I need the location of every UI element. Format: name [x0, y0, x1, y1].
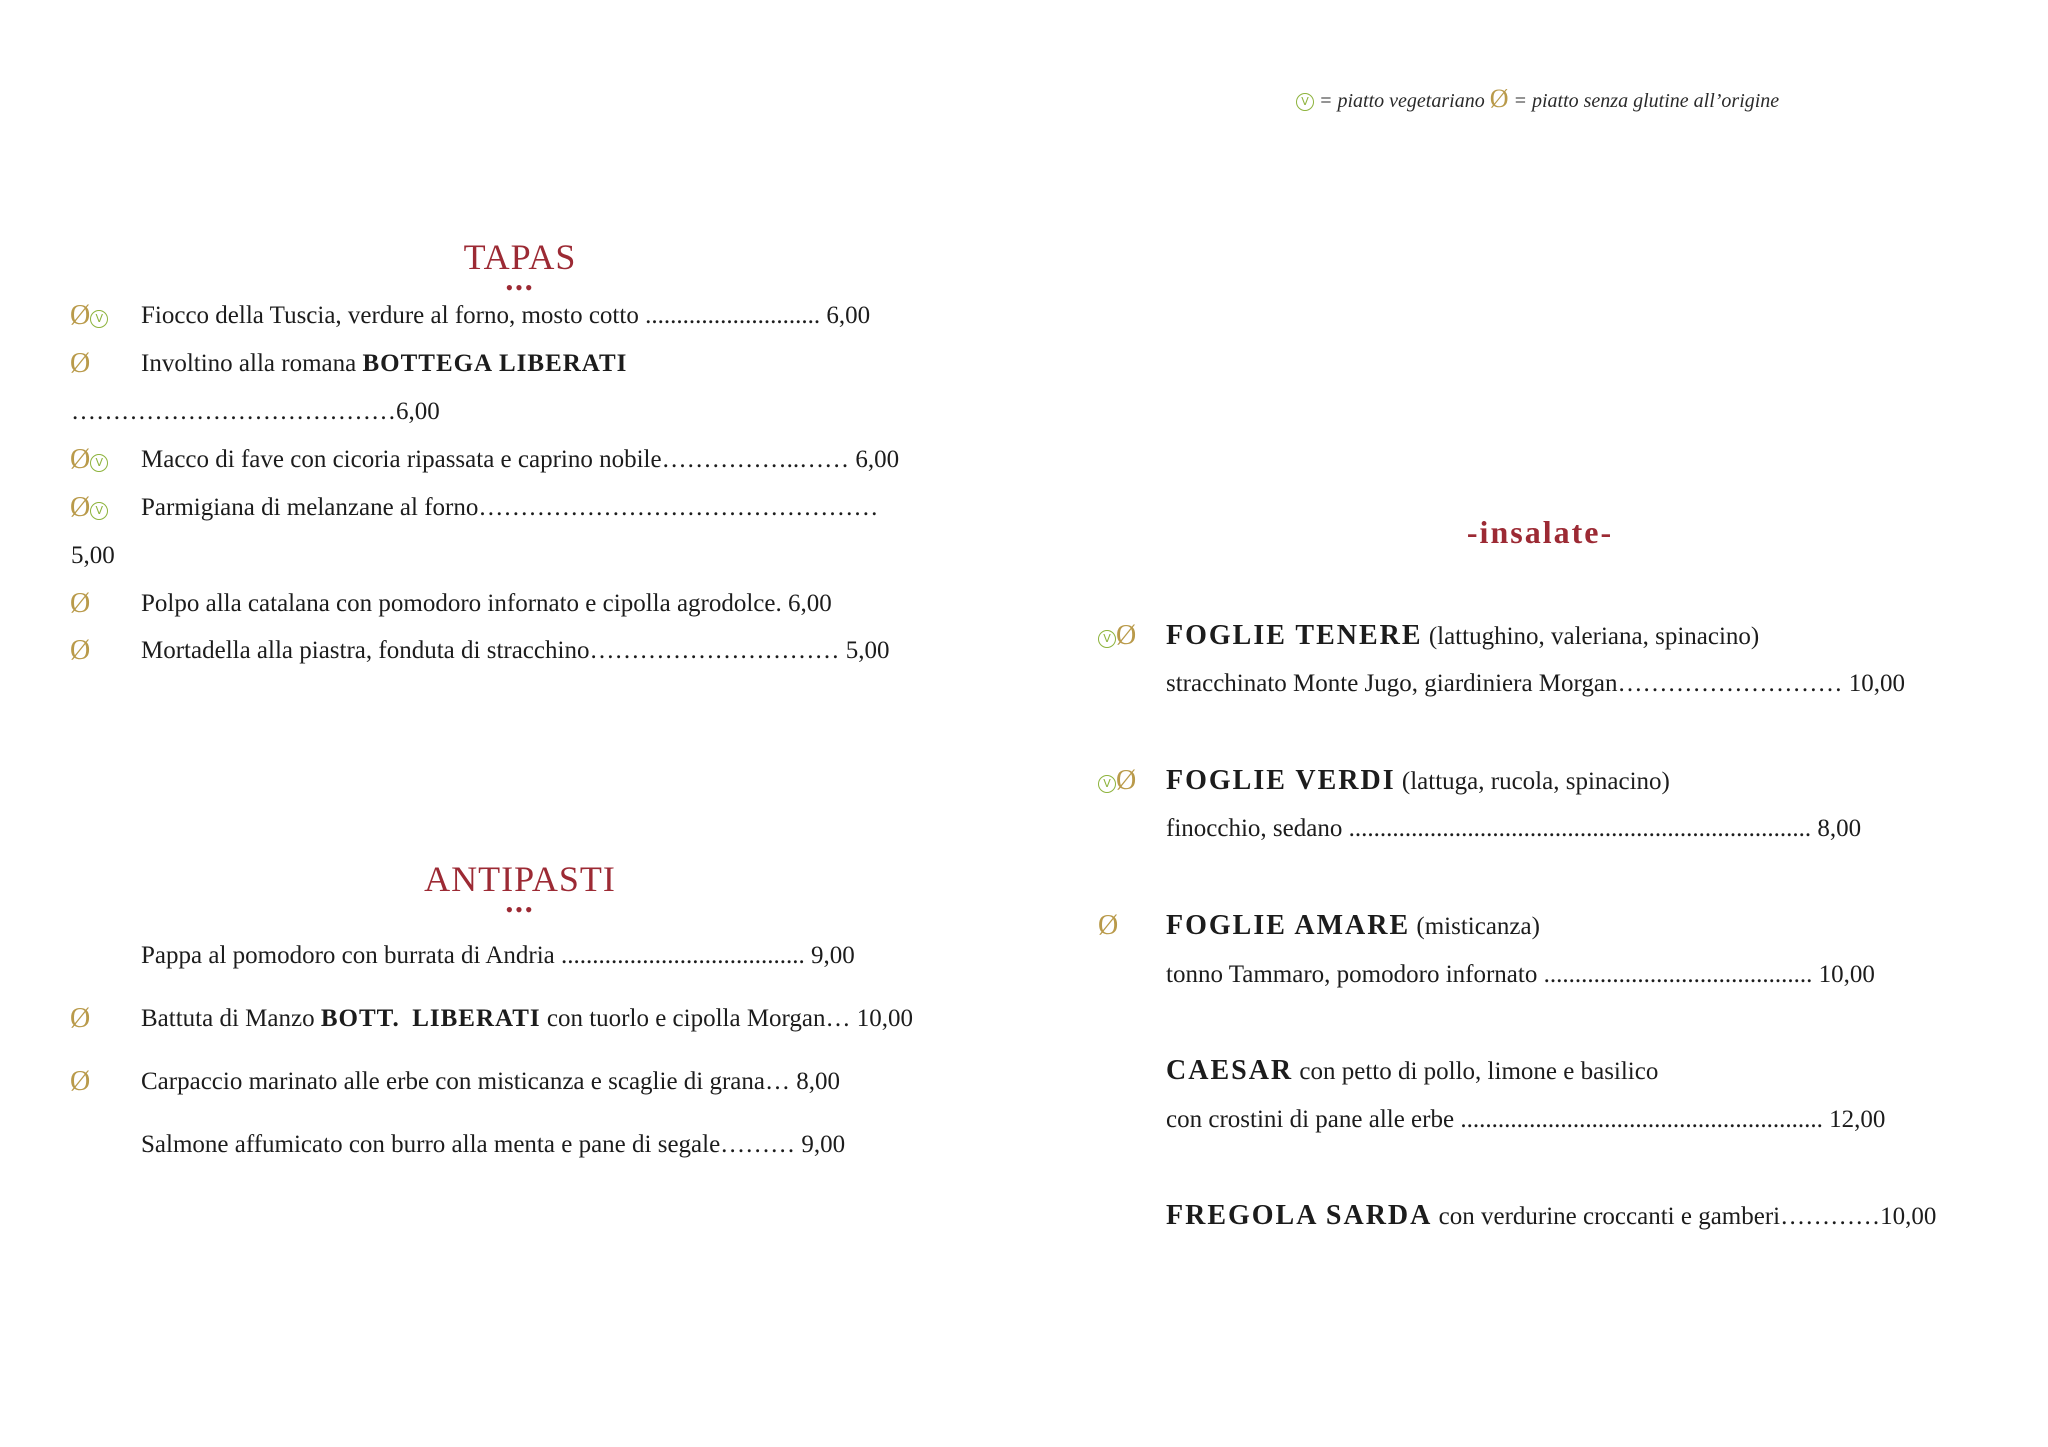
insalate-item-1-desc: (lattughino, valeriana, spinacino) — [1422, 623, 1760, 650]
insalate-item-5-name: FREGOLA SARDA — [1166, 1200, 1433, 1231]
legend — [1296, 84, 1779, 114]
tapas-icons-5 — [70, 588, 90, 620]
section-title-tapas: TAPAS — [463, 237, 577, 277]
brand-bott: BOTT. — [320, 1005, 400, 1032]
insalate-item-4-name: CAESAR — [1166, 1055, 1294, 1086]
tapas-item-6: Mortadella alla piastra, fonduta di stracchino………………………… 5,00 — [141, 637, 890, 664]
antipasti-item-2-pre: Battuta di Manzo — [141, 1005, 321, 1032]
vegetarian-icon: V — [1296, 93, 1314, 111]
insalate-icons-3 — [1098, 910, 1118, 942]
antipasti-icons-3 — [70, 1066, 90, 1098]
insalate-item-3-name: FOGLIE AMARE — [1166, 910, 1411, 941]
antipasti-icons-2 — [70, 1003, 90, 1035]
insalate-icons-2 — [1098, 765, 1136, 797]
legend-gf-label: = piatto senza glutine all’origine — [1513, 90, 1780, 112]
insalate-icons-1 — [1098, 620, 1136, 652]
brand-liberati: LIBERATI — [412, 1005, 541, 1032]
tapas-item-2-text: Involtino alla romana — [141, 350, 363, 377]
antipasti-item-4: Salmone affumicato con burro alla menta e pane di segale……… 9,00 — [141, 1131, 846, 1158]
insalate-item-3-desc: (misticanza) — [1410, 913, 1540, 940]
insalate-item-4 — [1166, 1055, 1658, 1087]
vegetarian-icon: V — [1098, 630, 1116, 648]
insalate-item-2-line2: finocchio, sedano .......................................................................... 8,00 — [1166, 815, 1862, 842]
vegetarian-icon: V — [1098, 775, 1116, 793]
gluten-free-icon: Ø — [1489, 84, 1509, 113]
legend-veg-label: = piatto vegetariano — [1319, 90, 1485, 112]
tapas-item-2 — [141, 350, 627, 378]
antipasti-item-2-post: con tuorlo e cipolla Morgan… 10,00 — [540, 1005, 914, 1032]
insalate-item-5 — [1166, 1200, 1936, 1232]
gluten-free-icon: Ø — [70, 444, 91, 475]
tapas-item-4-continuation: 5,00 — [71, 542, 115, 569]
insalate-item-4-desc: con petto di pollo, limone e basilico — [1293, 1058, 1659, 1085]
vegetarian-icon: V — [90, 454, 108, 472]
insalate-item-3-line2: tonno Tammaro, pomodoro infornato ........................................... 10,00 — [1166, 961, 1875, 988]
vegetarian-icon: V — [90, 310, 108, 328]
brand-bottega-liberati: BOTTEGA LIBERATI — [362, 350, 628, 377]
antipasti-item-2 — [141, 1005, 913, 1033]
gluten-free-icon: Ø — [70, 588, 91, 619]
gluten-free-icon: Ø — [70, 348, 91, 379]
insalate-item-3 — [1166, 910, 1540, 942]
section-title-insalate: -insalate- — [1466, 514, 1614, 550]
gluten-free-icon: Ø — [1098, 910, 1119, 941]
gluten-free-icon: Ø — [70, 635, 91, 666]
insalate-item-5-desc: con verdurine croccanti e gamberi…………10,00 — [1432, 1203, 1937, 1230]
antipasti-item-1: Pappa al pomodoro con burrata di Andria ....................................... 9,00 — [141, 942, 855, 969]
insalate-item-2-name: FOGLIE VERDI — [1166, 765, 1396, 796]
tapas-icons-3 — [70, 444, 108, 476]
insalate-item-4-line2: con crostini di pane alle erbe .......................................................... 12,00 — [1166, 1106, 1886, 1133]
tapas-icons-4 — [70, 492, 108, 524]
insalate-item-2-desc: (lattuga, rucola, spinacino) — [1395, 768, 1670, 795]
gluten-free-icon: Ø — [1116, 620, 1137, 651]
tapas-icons-6 — [70, 635, 90, 667]
gluten-free-icon: Ø — [70, 300, 91, 331]
gluten-free-icon: Ø — [70, 1003, 91, 1034]
section-dots-antipasti: ••• — [505, 897, 535, 922]
section-dots-tapas: ••• — [505, 275, 535, 300]
insalate-item-1-line2: stracchinato Monte Jugo, giardiniera Morgan……………………… 10,00 — [1166, 670, 1906, 697]
tapas-icons-2 — [70, 348, 90, 380]
tapas-icons-1 — [70, 300, 108, 332]
section-title-antipasti: ANTIPASTI — [424, 859, 616, 899]
gluten-free-icon: Ø — [70, 1066, 91, 1097]
tapas-item-1: Fiocco della Tuscia, verdure al forno, mosto cotto ............................ 6,00 — [141, 302, 871, 329]
tapas-item-5: Polpo alla catalana con pomodoro infornato e cipolla agrodolce. 6,00 — [141, 590, 832, 617]
insalate-item-2 — [1166, 765, 1670, 797]
tapas-item-4: Parmigiana di melanzane al forno………………………………………… — [141, 494, 879, 521]
gluten-free-icon: Ø — [1116, 765, 1137, 796]
gluten-free-icon: Ø — [70, 492, 91, 523]
insalate-item-1-name: FOGLIE TENERE — [1166, 620, 1423, 651]
antipasti-item-3: Carpaccio marinato alle erbe con misticanza e scaglie di grana… 8,00 — [141, 1068, 840, 1095]
vegetarian-icon: V — [90, 502, 108, 520]
tapas-item-2-continuation: …………………………………6,00 — [71, 398, 440, 425]
insalate-item-1 — [1166, 620, 1759, 652]
tapas-item-3: Macco di fave con cicoria ripassata e caprino nobile……………..…… 6,00 — [141, 446, 900, 473]
